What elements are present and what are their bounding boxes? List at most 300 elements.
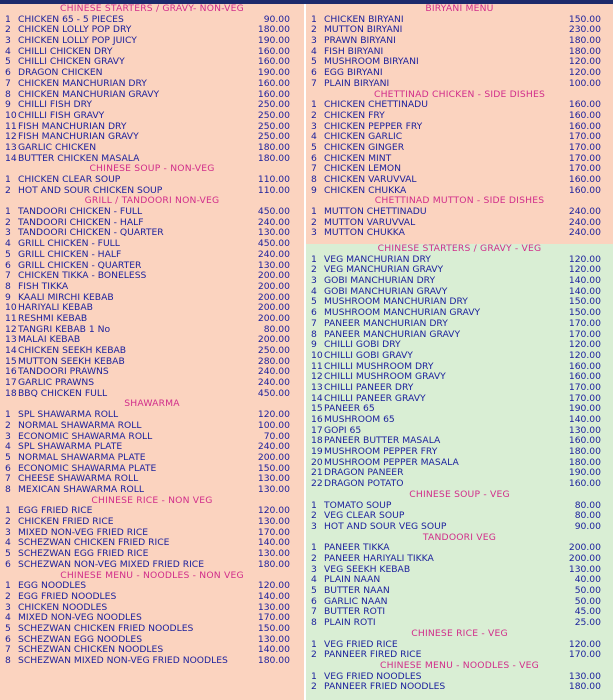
item-price: 200.00	[257, 291, 290, 303]
item-number: 4	[5, 537, 11, 549]
menu-item-row	[306, 164, 613, 175]
item-price: 140.00	[257, 537, 290, 549]
item-price: 170.00	[568, 317, 601, 329]
item-name: GARLIC NAAN	[324, 596, 388, 607]
menu-section-chettinad-mutton-side-dishes	[306, 196, 613, 239]
menu-item-row	[0, 79, 304, 90]
item-number: 1	[311, 206, 317, 218]
item-price: 80.00	[574, 510, 601, 522]
item-price: 150.00	[568, 13, 601, 25]
item-number: 6	[5, 67, 11, 79]
menu-section-chinese-menu-noodles-non-veg	[0, 571, 304, 667]
menu-item-row	[306, 15, 613, 26]
menu-item-row	[306, 682, 613, 693]
item-number: 4	[311, 285, 317, 297]
item-number: 12	[5, 131, 17, 143]
item-number: 2	[311, 216, 317, 228]
item-price: 190.00	[568, 403, 601, 415]
item-price: 160.00	[568, 174, 601, 186]
item-price: 190.00	[257, 67, 290, 79]
item-name: CHILLI PANEER DRY	[324, 382, 414, 393]
item-number: 5	[311, 585, 317, 597]
item-price: 170.00	[568, 131, 601, 143]
item-number: 12	[311, 371, 323, 383]
menu-item-row	[306, 79, 613, 90]
menu-item-row	[306, 255, 613, 266]
item-number: 18	[311, 435, 323, 447]
item-name: ECONOMIC SHAWARMA PLATE	[18, 463, 157, 474]
item-price: 140.00	[257, 590, 290, 602]
item-name: GRILL CHICKEN - HALF	[18, 249, 122, 260]
menu-item-row	[306, 586, 613, 597]
menu-section-tandoori-veg	[306, 533, 613, 629]
item-number: 2	[5, 216, 11, 228]
menu-item-row	[306, 436, 613, 447]
menu-section-chinese-starters-gravy-veg	[306, 244, 613, 490]
item-price: 240.00	[568, 216, 601, 228]
section-title: CHINESE SOUP - VEG	[409, 488, 510, 500]
section-title: CHINESE STARTERS / GRAVY- NON-VEG	[60, 4, 244, 14]
item-name: SPL SHAWARMA ROLL	[18, 410, 119, 421]
item-number: 9	[311, 339, 317, 351]
item-price: 130.00	[257, 259, 290, 271]
item-price: 250.00	[257, 345, 290, 357]
item-name: SCHEZWAN NON-VEG MIXED FRIED RICE	[18, 559, 205, 570]
item-price: 160.00	[257, 45, 290, 57]
item-price: 120.00	[568, 67, 601, 79]
item-number: 2	[5, 590, 11, 602]
item-name: SPL SHAWARMA PLATE	[18, 442, 123, 453]
item-price: 170.00	[257, 526, 290, 538]
item-name: TOMATO SOUP	[324, 500, 392, 511]
item-name: HOT AND SOUR CHICKEN SOUP	[18, 185, 163, 196]
item-name: NORMAL SHAWARMA ROLL	[18, 420, 142, 431]
item-name: MUSHROOM PEPPER MASALA	[324, 457, 459, 468]
item-name: FISH TIKKA	[18, 281, 69, 292]
item-name: PANEER TIKKA	[324, 543, 390, 554]
item-number: 6	[5, 259, 11, 271]
item-price: 160.00	[568, 478, 601, 490]
item-price: 130.00	[257, 227, 290, 239]
item-number: 3	[311, 275, 317, 287]
item-price: 170.00	[568, 328, 601, 340]
item-name: GOPI 65	[324, 425, 362, 436]
item-number: 6	[311, 307, 317, 319]
item-number: 6	[5, 558, 11, 570]
item-price: 240.00	[257, 366, 290, 378]
item-number: 11	[5, 312, 17, 324]
item-name: CHICKEN GINGER	[324, 142, 405, 153]
item-price: 110.00	[257, 174, 290, 186]
item-number: 4	[5, 238, 11, 250]
item-name: PANNEER FRIED NOODLES	[324, 682, 446, 693]
item-price: 190.00	[257, 35, 290, 47]
menu-item-row	[306, 404, 613, 415]
item-price: 240.00	[568, 227, 601, 239]
item-name: SCHEZWAN CHICKEN FRIED RICE	[18, 538, 170, 549]
item-number: 1	[311, 499, 317, 511]
section-title: CHINESE MENU - NOODLES - VEG	[380, 659, 539, 671]
item-price: 130.00	[568, 670, 601, 682]
item-price: 200.00	[257, 312, 290, 324]
item-number: 8	[5, 484, 11, 495]
item-name: CHICKEN 65 - 5 PIECES	[18, 14, 124, 25]
item-number: 3	[311, 120, 317, 132]
menu-item-row	[306, 501, 613, 512]
item-name: GARLIC PRAWNS	[18, 378, 95, 389]
item-number: 15	[5, 355, 17, 367]
section-title: CHINESE RICE - VEG	[411, 627, 508, 639]
menu-item-row	[0, 314, 304, 325]
item-number: 5	[311, 296, 317, 308]
item-number: 6	[5, 462, 11, 474]
item-price: 240.00	[257, 377, 290, 389]
item-number: 7	[311, 163, 317, 175]
menu-item-row	[0, 656, 304, 667]
item-number: 10	[5, 302, 17, 314]
item-number: 2	[311, 681, 317, 693]
item-name: MUSHROOM PEPPER FRY	[324, 447, 438, 458]
item-number: 18	[5, 387, 17, 399]
menu-item-row	[306, 672, 613, 683]
item-name: MUSHROOM MANCHURIAN GRAVY	[324, 308, 481, 319]
item-price: 170.00	[568, 649, 601, 661]
item-name: PANNEER FIRED RICE	[324, 650, 422, 661]
menu-item-row	[306, 468, 613, 479]
item-price: 120.00	[257, 505, 290, 517]
item-name: SCHEZWAN CHICKEN FRIED NOODLES	[18, 623, 194, 634]
menu-item-row	[306, 122, 613, 133]
menu-item-row	[306, 383, 613, 394]
item-number: 7	[311, 77, 317, 89]
menu-item-row	[306, 218, 613, 229]
item-name: MUTTON CHETTINADU	[324, 207, 427, 218]
item-number: 2	[5, 24, 11, 36]
item-price: 170.00	[568, 152, 601, 164]
item-price: 200.00	[568, 542, 601, 554]
item-number: 7	[5, 644, 11, 656]
item-price: 140.00	[568, 275, 601, 287]
item-number: 16	[311, 414, 323, 426]
item-number: 2	[5, 516, 11, 528]
item-name: CHILLI MUSHROOM DRY	[324, 361, 434, 372]
menu-section-chinese-starters-gravy-non-veg	[0, 4, 304, 164]
menu-item-row	[306, 207, 613, 218]
item-number: 11	[5, 120, 17, 132]
item-price: 120.00	[568, 264, 601, 276]
item-name: KAALI MIRCHI KEBAB	[18, 292, 114, 303]
menu-item-row	[306, 543, 613, 554]
item-price: 100.00	[257, 419, 290, 431]
section-title: CHETTINAD CHICKEN - SIDE DISHES	[373, 88, 546, 100]
item-name: CHICKEN VARUVVAL	[324, 175, 417, 186]
item-name: VEG FRIED RICE	[324, 639, 398, 650]
menu-section-shawarma	[0, 399, 304, 495]
item-price: 450.00	[257, 387, 290, 399]
section-title: SHAWARMA	[124, 398, 180, 410]
item-name: CHICKEN NOODLES	[18, 602, 108, 613]
section-title: GRILL / TANDOORI NON-VEG	[84, 195, 220, 207]
item-name: CHICKEN MINT	[324, 153, 392, 164]
item-price: 130.00	[257, 548, 290, 560]
item-name: GARLIC CHICKEN	[18, 142, 97, 153]
item-number: 8	[5, 655, 11, 667]
item-number: 14	[5, 152, 17, 164]
item-name: CHICKEN SEEKH KEBAB	[18, 346, 127, 357]
item-number: 3	[5, 227, 11, 239]
section-title: CHINESE MENU - NOODLES - NON VEG	[60, 569, 244, 581]
item-name: CHICKEN LOLLY POP JUICY	[18, 36, 137, 47]
item-number: 3	[5, 35, 11, 47]
item-number: 8	[311, 617, 317, 629]
item-number: 9	[5, 99, 11, 111]
item-price: 130.00	[257, 473, 290, 485]
item-number: 8	[5, 280, 11, 292]
item-price: 50.00	[574, 595, 601, 607]
item-price: 250.00	[257, 131, 290, 143]
item-price: 130.00	[257, 516, 290, 528]
item-number: 5	[5, 451, 11, 463]
item-number: 1	[311, 13, 317, 25]
menu-item-row	[306, 265, 613, 276]
item-price: 120.00	[568, 339, 601, 351]
item-name: SCHEZWAN EGG NOODLES	[18, 634, 143, 645]
item-name: CHILLI GOBI DRY	[324, 340, 401, 351]
item-price: 450.00	[257, 206, 290, 218]
item-number: 1	[5, 174, 11, 186]
item-price: 130.00	[257, 484, 290, 495]
item-number: 8	[5, 88, 11, 100]
item-number: 3	[311, 520, 317, 532]
item-price: 180.00	[568, 35, 601, 47]
item-price: 80.00	[263, 323, 290, 335]
item-number: 14	[5, 345, 17, 357]
item-price: 180.00	[568, 681, 601, 693]
item-name: SCHEZWAN MIXED NON-VEG FRIED NOODLES	[18, 656, 228, 667]
item-name: BBQ CHICKEN FULL	[18, 388, 108, 399]
item-number: 13	[5, 334, 17, 346]
menu-item-row	[306, 554, 613, 565]
item-name: PLAIN ROTI	[324, 618, 376, 629]
item-price: 200.00	[257, 270, 290, 282]
item-number: 21	[311, 467, 323, 479]
menu-item-row	[306, 308, 613, 319]
item-number: 13	[5, 141, 17, 153]
item-number: 2	[311, 510, 317, 522]
item-name: CHICKEN PEPPER FRY	[324, 121, 423, 132]
menu-item-row	[306, 100, 613, 111]
item-name: SCHEZWAN CHICKEN NOODLES	[18, 645, 164, 656]
item-number: 3	[311, 35, 317, 47]
item-number: 6	[5, 633, 11, 645]
item-name: RESHMI KEBAB	[18, 313, 88, 324]
item-price: 140.00	[568, 414, 601, 426]
menu-item-row	[306, 426, 613, 437]
menu-item-row	[306, 25, 613, 36]
menu-section-chinese-soup-non-veg	[0, 164, 304, 196]
item-number: 3	[311, 227, 317, 239]
item-price: 200.00	[257, 334, 290, 346]
item-number: 9	[5, 291, 11, 303]
item-name: MUTTON BIRYANI	[324, 25, 403, 36]
menu-item-row	[306, 511, 613, 522]
item-name: FISH BIRYANI	[324, 46, 384, 57]
item-name: PANEER MANCHURIAN DRY	[324, 318, 448, 329]
item-name: PRAWN BIRYANI	[324, 36, 396, 47]
item-number: 4	[5, 45, 11, 57]
item-name: CHICKEN CLEAR SOUP	[18, 175, 121, 186]
item-name: CHILLI CHICKEN DRY	[18, 46, 113, 57]
menu-item-row	[306, 340, 613, 351]
item-price: 170.00	[568, 392, 601, 404]
item-price: 150.00	[257, 462, 290, 474]
menu-item-row	[0, 421, 304, 432]
item-number: 8	[311, 328, 317, 340]
item-price: 160.00	[568, 360, 601, 372]
item-price: 200.00	[568, 552, 601, 564]
item-number: 7	[5, 270, 11, 282]
item-name: MUSHROOM BIRYANI	[324, 57, 419, 68]
item-name: TANGRI KEBAB 1 No	[18, 324, 111, 335]
item-name: CHILLI MUSHROOM GRAVY	[324, 372, 446, 383]
item-name: CHICKEN GARLIC	[324, 132, 403, 143]
item-price: 250.00	[257, 120, 290, 132]
item-price: 180.00	[257, 152, 290, 164]
item-name: CHILLI PANEER GRAVY	[324, 393, 426, 404]
item-price: 170.00	[568, 141, 601, 153]
item-name: CHICKEN MANCHURIAN DRY	[18, 78, 147, 89]
item-name: GRILL CHICKEN - QUARTER	[18, 260, 142, 271]
menu-item-row	[0, 111, 304, 122]
item-number: 5	[311, 56, 317, 68]
item-name: VEG CLEAR SOUP	[324, 511, 405, 522]
item-price: 100.00	[568, 77, 601, 89]
item-number: 5	[5, 56, 11, 68]
item-price: 120.00	[568, 56, 601, 68]
menu-item-row	[306, 68, 613, 79]
item-number: 3	[5, 526, 11, 538]
menu-item-row	[306, 362, 613, 373]
item-price: 160.00	[568, 435, 601, 447]
menu-item-row	[306, 36, 613, 47]
menu-item-row	[306, 319, 613, 330]
item-name: MEXICAN SHAWARMA ROLL	[18, 485, 144, 495]
item-number: 1	[5, 580, 11, 592]
item-name: ECONOMIC SHAWARMA ROLL	[18, 431, 153, 442]
menu-item-row	[306, 351, 613, 362]
item-price: 240.00	[257, 216, 290, 228]
menu-item-row	[306, 522, 613, 533]
menu-section-chinese-rice-non-veg	[0, 496, 304, 571]
item-name: CHICKEN MANCHURIAN GRAVY	[18, 89, 160, 100]
item-name: GOBI MANCHURIAN GRAVY	[324, 286, 448, 297]
item-number: 5	[5, 248, 11, 260]
item-name: CHILLI GOBI GRAVY	[324, 350, 413, 361]
item-price: 40.00	[574, 574, 601, 586]
menu-item-row	[306, 415, 613, 426]
item-name: TANDOORI CHICKEN - FULL	[18, 207, 143, 218]
item-price: 80.00	[574, 499, 601, 511]
item-number: 17	[311, 424, 323, 436]
item-price: 230.00	[568, 24, 601, 36]
menu-item-row	[306, 276, 613, 287]
item-name: PLAIN NAAN	[324, 575, 381, 586]
item-name: BUTTER NAAN	[324, 586, 390, 597]
item-price: 160.00	[568, 99, 601, 111]
menu-item-row	[306, 458, 613, 469]
item-name: FISH MANCHURIAN GRAVY	[18, 132, 139, 143]
menu-item-row	[306, 330, 613, 341]
item-name: MALAI KEBAB	[18, 335, 81, 346]
item-number: 6	[311, 595, 317, 607]
item-name: SCHEZWAN EGG FRIED RICE	[18, 549, 149, 560]
item-price: 200.00	[257, 280, 290, 292]
item-number: 1	[5, 505, 11, 517]
item-price: 200.00	[257, 302, 290, 314]
item-name: BUTTER CHICKEN MASALA	[18, 153, 140, 164]
item-number: 2	[311, 264, 317, 276]
item-name: CHICKEN FRY	[324, 110, 385, 121]
item-name: TANDOORI CHICKEN - HALF	[18, 217, 144, 228]
item-number: 6	[311, 152, 317, 164]
item-price: 130.00	[568, 563, 601, 575]
item-price: 120.00	[257, 580, 290, 592]
item-name: CHICKEN FRIED RICE	[18, 517, 114, 528]
item-name: CHICKEN CHUKKA	[324, 185, 407, 196]
item-price: 200.00	[257, 451, 290, 463]
item-price: 160.00	[568, 120, 601, 132]
item-name: CHILLI CHICKEN GRAVY	[18, 57, 125, 68]
menu-item-row	[306, 132, 613, 143]
item-number: 5	[311, 141, 317, 153]
item-name: DRAGON CHICKEN	[18, 68, 103, 79]
item-name: VEG MANCHURIAN GRAVY	[324, 265, 444, 276]
item-price: 190.00	[568, 467, 601, 479]
item-name: EGG FRIED NOODLES	[18, 591, 117, 602]
item-price: 180.00	[568, 446, 601, 458]
item-price: 150.00	[568, 296, 601, 308]
item-number: 2	[5, 419, 11, 431]
menu-item-row	[0, 282, 304, 293]
menu-item-row	[306, 154, 613, 165]
item-number: 13	[311, 381, 323, 393]
item-price: 140.00	[568, 285, 601, 297]
item-name: MUSHROOM MANCHURIAN DRY	[324, 297, 468, 308]
item-number: 7	[311, 317, 317, 329]
menu-item-row	[306, 640, 613, 651]
menu-item-row	[306, 575, 613, 586]
item-name: NORMAL SHAWARMA PLATE	[18, 452, 146, 463]
item-number: 4	[311, 574, 317, 586]
item-number: 4	[311, 131, 317, 143]
menu-section-grill-tandoori-non-veg	[0, 196, 304, 399]
item-name: PANEER HARIYALI TIKKA	[324, 553, 434, 564]
item-price: 450.00	[257, 238, 290, 250]
item-number: 17	[5, 377, 17, 389]
item-name: GRILL CHICKEN - FULL	[18, 239, 120, 250]
item-number: 1	[5, 206, 11, 218]
item-number: 4	[5, 612, 11, 624]
item-number: 7	[5, 77, 11, 89]
item-price: 160.00	[257, 56, 290, 68]
item-number: 1	[5, 409, 11, 421]
item-price: 120.00	[568, 349, 601, 361]
menu-item-row	[306, 394, 613, 405]
item-number: 1	[311, 253, 317, 265]
item-number: 7	[311, 606, 317, 618]
item-name: HOT AND SOUR VEG SOUP	[324, 521, 447, 532]
item-price: 240.00	[257, 441, 290, 453]
